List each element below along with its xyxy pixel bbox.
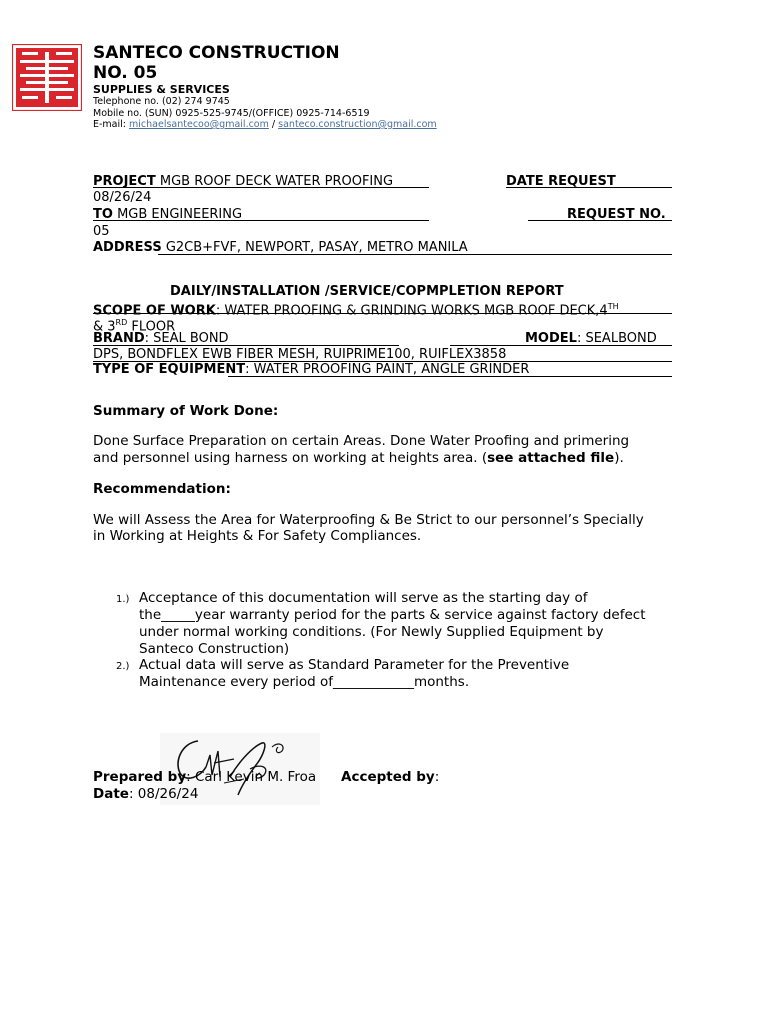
project-label: PROJECT <box>93 174 156 189</box>
company-email: E-mail: michaelsantecoo@gmail.com / santeco.construction@gmail.com <box>93 119 437 130</box>
term-number: 2.) <box>116 661 130 672</box>
recommendation-heading: Recommendation: <box>93 481 231 497</box>
model-field: MODEL: SEALBOND <box>525 331 657 346</box>
to-value: MGB ENGINEERING <box>117 207 243 222</box>
recommendation-line2: in Working at Heights & For Safety Compliances. <box>93 528 422 544</box>
term-item-1: Acceptance of this documentation will serve as the starting day of the_____year warranty period for the parts & service against factory defect under normal working conditions. (For Newly Supplied Equipment by Santeco Construction) <box>139 590 646 657</box>
accepted-by: Accepted by: <box>341 769 440 785</box>
scope-of-work: SCOPE OF WORK: WATER PROOFING & GRINDING WORKS MGB ROOF DECK,4TH <box>93 302 619 319</box>
model-line2: DPS, BONDFLEX EWB FIBER MESH, RUIPRIME100, RUIFLEX3858 <box>93 347 507 362</box>
date-request-value: 08/26/24 <box>93 190 152 205</box>
summary-heading: Summary of Work Done: <box>93 403 279 419</box>
summary-line2: and personnel using harness on working at heights area. (see attached file). <box>93 450 624 466</box>
company-tagline: SUPPLIES & SERVICES <box>93 83 230 96</box>
prepared-by: Prepared by: Carl Kevin M. Froa <box>93 769 317 785</box>
email-link-2[interactable]: santeco.construction@gmail.com <box>278 119 437 130</box>
address-label: ADDRESS <box>93 240 162 255</box>
report-title: DAILY/INSTALLATION /SERVICE/COPMPLETION REPORT <box>170 284 564 299</box>
report-date: Date: 08/26/24 <box>93 786 199 802</box>
project-value: MGB ROOF DECK WATER PROOFING <box>159 174 394 189</box>
term-number: 1.) <box>116 594 130 605</box>
request-no-value: 05 <box>93 224 110 239</box>
email-link-1[interactable]: michaelsantecoo@gmail.com <box>129 119 269 130</box>
to-label: TO <box>93 207 113 222</box>
address-value: G2CB+FVF, NEWPORT, PASAY, METRO MANILA <box>165 240 468 255</box>
summary-line1: Done Surface Preparation on certain Areas. Done Water Proofing and primering <box>93 433 630 449</box>
company-telephone: Telephone no. (02) 274 9745 <box>93 96 230 107</box>
company-logo <box>12 44 82 111</box>
company-mobile: Mobile no. (SUN) 0925-525-9745/(OFFICE) 0925-714-6519 <box>93 108 370 119</box>
company-name: SANTECO CONSTRUCTION NO. 05 <box>93 43 340 83</box>
scope-of-work-line2: & 3RD FLOOR <box>93 318 176 335</box>
equipment-field: TYPE OF EQUIPMENT: WATER PROOFING PAINT, ANGLE GRINDER <box>93 362 530 377</box>
brand-field: BRAND: SEAL BOND <box>93 331 229 346</box>
term-item-2: Actual data will serve as Standard Parameter for the Preventive Maintenance every period of____________months. <box>139 657 570 690</box>
recommendation-line1: We will Assess the Area for Waterproofing & Be Strict to our personnel’s Specially <box>93 512 644 528</box>
date-request-label: DATE REQUEST <box>506 174 616 189</box>
request-no-label: REQUEST NO. <box>567 207 666 222</box>
